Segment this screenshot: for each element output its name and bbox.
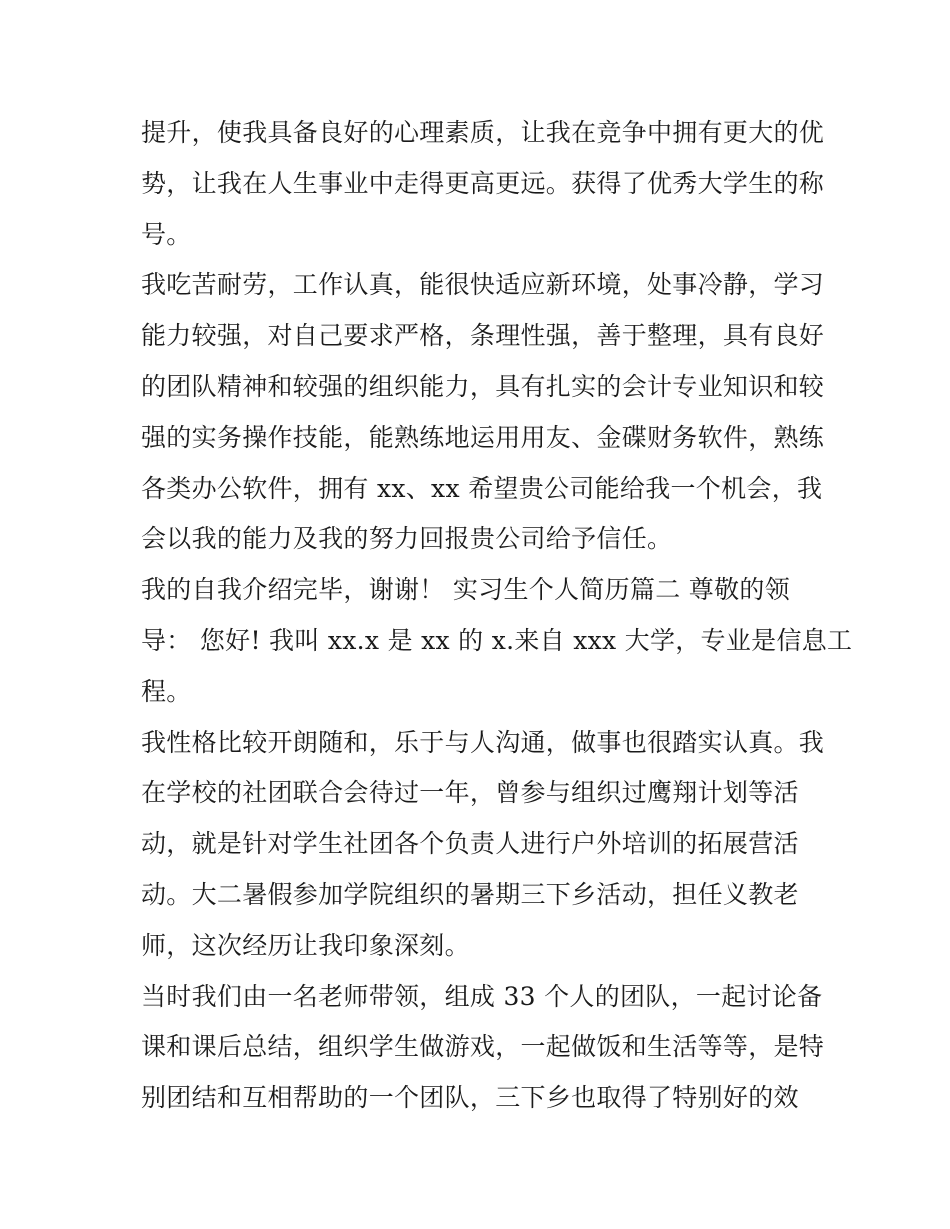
text-line: 师，这次经历让我印象深刻。 <box>141 930 470 960</box>
text-line: 动。大二暑假参加学院组织的暑期三下乡活动，担任义教老 <box>141 879 799 909</box>
text-line: 我性格比较开朗随和，乐于与人沟通，做事也很踏实认真。我 <box>141 727 825 757</box>
text-line: 在学校的社团联合会待过一年，曾参与组织过鹰翔计划等活 <box>141 778 799 808</box>
text-line: 程。 <box>141 676 192 706</box>
text-line: 提升，使我具备良好的心理素质，让我在竞争中拥有更大的优 <box>141 118 825 147</box>
text-line: 导： 您好! 我叫 xx.x 是 xx 的 x.来自 xxx 大学，专业是信息工 <box>141 625 853 655</box>
text-line: 号。 <box>141 219 192 249</box>
text-line: 别团结和互相帮助的一个团队，三下乡也取得了特别好的效 <box>141 1083 799 1113</box>
text-line: 会以我的能力及我的努力回报贵公司给予信任。 <box>141 524 673 554</box>
text-line: 课和课后总结，组织学生做游戏，一起做饭和生活等等，是特 <box>141 1032 825 1062</box>
text-line: 各类办公软件，拥有 xx、xx 希望贵公司能给我一个机会，我 <box>141 473 823 503</box>
text-line: 能力较强，对自己要求严格，条理性强，善于整理，具有良好 <box>141 321 825 351</box>
text-line: 势，让我在人生事业中走得更高更远。获得了优秀大学生的称 <box>141 168 825 198</box>
text-line: 的团队精神和较强的组织能力，具有扎实的会计专业知识和较 <box>141 371 825 401</box>
text-line: 强的实务操作技能，能熟练地运用用友、金碟财务软件，熟练 <box>141 422 825 452</box>
text-line: 动，就是针对学生社团各个负责人进行户外培训的拓展营活 <box>141 829 799 859</box>
text-line: 我的自我介绍完毕，谢谢！ 实习生个人简历篇二 尊敬的领 <box>141 575 790 605</box>
text-line: 我吃苦耐劳，工作认真，能很快适应新环境，处事冷静，学习 <box>141 270 825 300</box>
text-line: 当时我们由一名老师带领，组成 33 个人的团队，一起讨论备 <box>141 981 823 1011</box>
document-body <box>141 108 853 1124</box>
